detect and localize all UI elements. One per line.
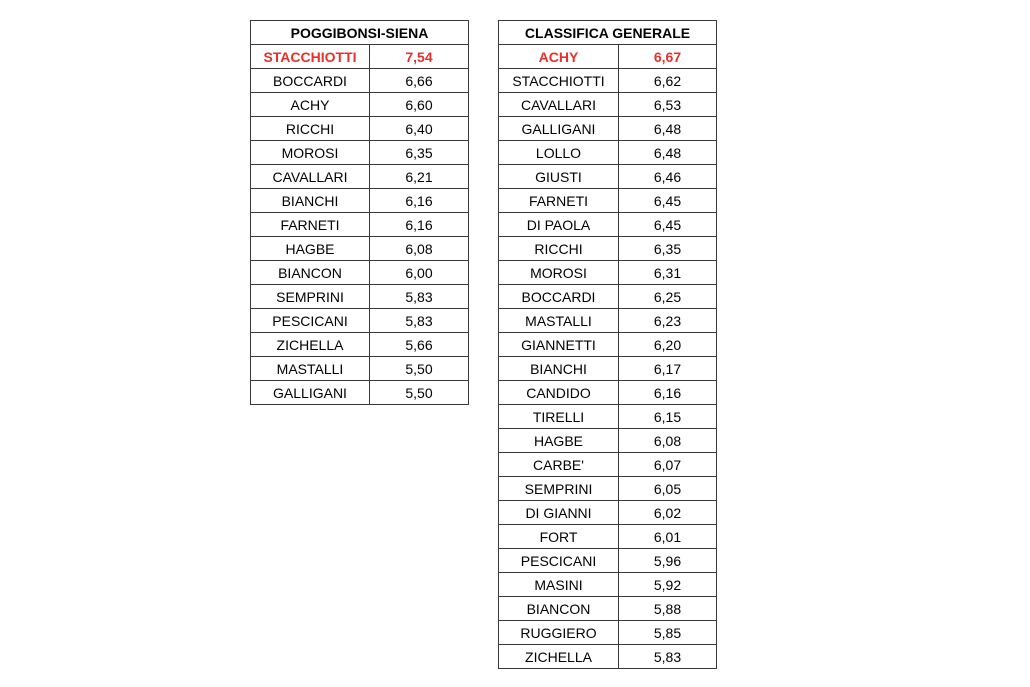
match-table-body xyxy=(251,45,469,405)
player-score-cell: 6,25 xyxy=(619,285,717,309)
player-name-cell: CAVALLARI xyxy=(251,165,370,189)
player-name-cell: GIANNETTI xyxy=(499,333,619,357)
player-name-cell: ACHY xyxy=(251,93,370,117)
table-row xyxy=(251,45,469,69)
table-row xyxy=(499,261,717,285)
table-row xyxy=(251,93,469,117)
player-name-cell: RICCHI xyxy=(499,237,619,261)
player-name-cell: BOCCARDI xyxy=(499,285,619,309)
player-name-cell: STACCHIOTTI xyxy=(499,69,619,93)
player-score-cell: 5,83 xyxy=(370,309,469,333)
table-row xyxy=(251,165,469,189)
player-name-cell: CAVALLARI xyxy=(499,93,619,117)
table-header-row xyxy=(499,21,717,45)
player-score-cell: 6,16 xyxy=(370,189,469,213)
player-score-cell: 6,16 xyxy=(370,213,469,237)
player-name-cell: ZICHELLA xyxy=(251,333,370,357)
player-score-cell: 6,15 xyxy=(619,405,717,429)
table-row xyxy=(499,141,717,165)
player-name-cell: MOROSI xyxy=(499,261,619,285)
match-table-title: POGGIBONSI-SIENA xyxy=(251,21,469,45)
player-score-cell: 5,88 xyxy=(619,597,717,621)
player-name-cell: BIANCON xyxy=(499,597,619,621)
player-score-cell: 6,35 xyxy=(619,237,717,261)
table-row xyxy=(499,549,717,573)
table-row xyxy=(499,165,717,189)
table-row xyxy=(251,333,469,357)
player-name-cell: LOLLO xyxy=(499,141,619,165)
player-score-cell: 6,21 xyxy=(370,165,469,189)
player-score-cell: 5,50 xyxy=(370,381,469,405)
table-row xyxy=(251,261,469,285)
table-row xyxy=(251,69,469,93)
table-row xyxy=(499,573,717,597)
player-name-cell: GIUSTI xyxy=(499,165,619,189)
table-row xyxy=(499,645,717,669)
player-score-cell: 6,17 xyxy=(619,357,717,381)
player-score-cell: 6,35 xyxy=(370,141,469,165)
table-row xyxy=(499,357,717,381)
player-name-cell: PESCICANI xyxy=(499,549,619,573)
player-score-cell: 6,07 xyxy=(619,453,717,477)
player-score-cell: 5,83 xyxy=(619,645,717,669)
table-row xyxy=(499,237,717,261)
player-name-cell: ZICHELLA xyxy=(499,645,619,669)
player-name-cell: STACCHIOTTI xyxy=(251,45,370,69)
player-score-cell: 5,96 xyxy=(619,549,717,573)
player-name-cell: DI PAOLA xyxy=(499,213,619,237)
player-score-cell: 6,05 xyxy=(619,477,717,501)
table-row xyxy=(499,213,717,237)
table-row xyxy=(499,69,717,93)
player-name-cell: RUGGIERO xyxy=(499,621,619,645)
table-row xyxy=(499,381,717,405)
table-row xyxy=(499,429,717,453)
player-name-cell: FARNETI xyxy=(251,213,370,237)
player-score-cell: 5,50 xyxy=(370,357,469,381)
player-score-cell: 5,92 xyxy=(619,573,717,597)
player-score-cell: 6,48 xyxy=(619,117,717,141)
player-name-cell: BIANCHI xyxy=(251,189,370,213)
player-name-cell: CANDIDO xyxy=(499,381,619,405)
player-score-cell: 6,46 xyxy=(619,165,717,189)
player-name-cell: MOROSI xyxy=(251,141,370,165)
table-row xyxy=(251,117,469,141)
ranking-table-body xyxy=(499,45,717,669)
table-row xyxy=(251,285,469,309)
table-row xyxy=(251,309,469,333)
table-row xyxy=(251,189,469,213)
overall-ranking-table xyxy=(498,20,717,669)
player-score-cell: 6,45 xyxy=(619,189,717,213)
player-score-cell: 6,45 xyxy=(619,213,717,237)
player-score-cell: 6,67 xyxy=(619,45,717,69)
table-row xyxy=(499,117,717,141)
player-name-cell: TIRELLI xyxy=(499,405,619,429)
player-name-cell: MASTALLI xyxy=(499,309,619,333)
player-score-cell: 6,16 xyxy=(619,381,717,405)
player-name-cell: BIANCON xyxy=(251,261,370,285)
player-name-cell: MASINI xyxy=(499,573,619,597)
player-name-cell: BIANCHI xyxy=(499,357,619,381)
table-row xyxy=(499,525,717,549)
table-row xyxy=(251,213,469,237)
table-row xyxy=(499,45,717,69)
player-score-cell: 6,01 xyxy=(619,525,717,549)
ranking-table-title: CLASSIFICA GENERALE xyxy=(499,21,717,45)
table-row xyxy=(499,333,717,357)
table-row xyxy=(499,189,717,213)
player-name-cell: DI GIANNI xyxy=(499,501,619,525)
player-name-cell: SEMPRINI xyxy=(251,285,370,309)
table-row xyxy=(499,285,717,309)
player-name-cell: CARBE' xyxy=(499,453,619,477)
player-score-cell: 6,66 xyxy=(370,69,469,93)
player-name-cell: GALLIGANI xyxy=(499,117,619,141)
player-name-cell: GALLIGANI xyxy=(251,381,370,405)
table-row xyxy=(499,453,717,477)
player-score-cell: 6,53 xyxy=(619,93,717,117)
player-score-cell: 6,08 xyxy=(619,429,717,453)
player-name-cell: SEMPRINI xyxy=(499,477,619,501)
player-name-cell: ACHY xyxy=(499,45,619,69)
player-score-cell: 6,31 xyxy=(619,261,717,285)
table-row xyxy=(251,237,469,261)
player-score-cell: 5,66 xyxy=(370,333,469,357)
player-score-cell: 7,54 xyxy=(370,45,469,69)
table-row xyxy=(499,597,717,621)
table-row xyxy=(499,477,717,501)
player-score-cell: 5,83 xyxy=(370,285,469,309)
table-row xyxy=(251,357,469,381)
table-row xyxy=(499,501,717,525)
table-row xyxy=(499,405,717,429)
player-name-cell: FORT xyxy=(499,525,619,549)
player-name-cell: HAGBE xyxy=(499,429,619,453)
player-name-cell: BOCCARDI xyxy=(251,69,370,93)
table-row xyxy=(499,93,717,117)
player-score-cell: 6,48 xyxy=(619,141,717,165)
table-row xyxy=(251,381,469,405)
player-score-cell: 6,60 xyxy=(370,93,469,117)
player-score-cell: 6,23 xyxy=(619,309,717,333)
table-row xyxy=(251,141,469,165)
player-name-cell: HAGBE xyxy=(251,237,370,261)
player-name-cell: FARNETI xyxy=(499,189,619,213)
player-score-cell: 6,02 xyxy=(619,501,717,525)
player-score-cell: 6,40 xyxy=(370,117,469,141)
table-row xyxy=(499,309,717,333)
player-score-cell: 6,20 xyxy=(619,333,717,357)
player-name-cell: MASTALLI xyxy=(251,357,370,381)
player-name-cell: RICCHI xyxy=(251,117,370,141)
table-row xyxy=(499,621,717,645)
player-score-cell: 6,00 xyxy=(370,261,469,285)
player-score-cell: 5,85 xyxy=(619,621,717,645)
player-name-cell: PESCICANI xyxy=(251,309,370,333)
player-score-cell: 6,08 xyxy=(370,237,469,261)
player-score-cell: 6,62 xyxy=(619,69,717,93)
table-header-row xyxy=(251,21,469,45)
match-ratings-table xyxy=(250,20,469,405)
